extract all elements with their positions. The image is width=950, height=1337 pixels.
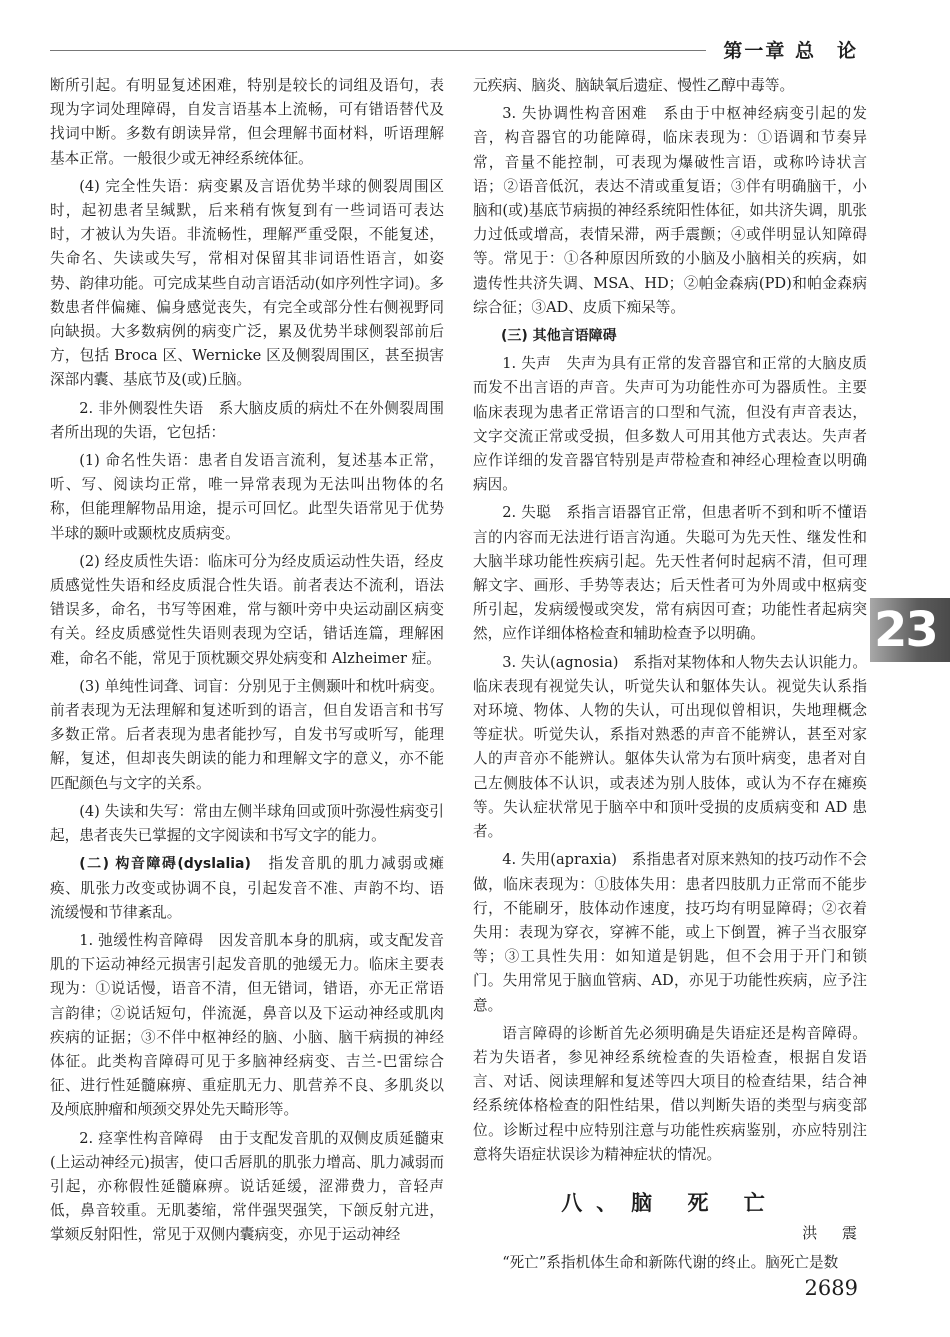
header-rule: [50, 50, 706, 51]
subsection-heading: (二) 构音障碍(dyslalia): [79, 856, 251, 873]
paragraph: 2. 失聪 系指言语器官正常，但患者听不到和听不懂语言的内容而无法进行语言沟通。失聪可为先天性、继发性和大脑半球功能性疾病引起。先天性者何时起病不清，但可理解文字、画形、手势等表达；后天性者可为外周或中枢病变所引起，发病缓慢或突发，常有病因可查；功能性者起病突然，应作详细体格检查和辅助检查予以明确。: [473, 504, 867, 643]
paragraph-text: 指发音肌的肌力减弱或瘫痪、肌张力改变或协调不良，引起发音不准、声韵不均、语流缓慢和节律紊乱。: [50, 855, 444, 921]
paragraph: (2) 经皮质性失语：临床可分为经皮质运动性失语，经皮质感觉性失语和经皮质混合性失语。前者表达不流利，语法错误多，命名，书写等困难，常与额叶旁中央运动副区病变有关。经皮质感觉性失语则表现为空话，错话连篇，理解困难，命名不能，常见于顶枕颞交界处病变和 Alzheimer 症。: [50, 552, 444, 667]
paragraph: 语言障碍的诊断首先必须明确是失语症还是构音障碍。若为失语者，参见神经系统检查的失语检查，根据自发语言、对话、阅读理解和复述等四大项目的检查结果，结合神经系统体格检查的阳性结果，借以判断失语的类型与病变部位。诊断过程中应特别注意与功能性疾病鉴别，亦应特别注意将失语症状误诊为精神症状的情况。: [473, 1024, 867, 1163]
paragraph: 4. 失用(apraxia) 系指患者对原来熟知的技巧动作不会做，临床表现为：①肢体失用：患者四肢肌力正常而不能步行，不能刷牙，肢体动作速度，技巧均有明显障碍；②衣着失用：表现为穿衣，穿裤不能，或上下倒置，裤子当衣服穿等；③工具性失用：如知道是钥匙，但不会用于开门和锁门。失用常见于脑血管病、AD，亦见于功能性疾病，应予注意。: [473, 851, 867, 1014]
paragraph: 1. 弛缓性构音障碍 因发音肌本身的肌病，或支配发音肌的下运动神经元损害引起发音肌的弛缓无力。临床主要表现为：①说话慢，语音不清，但无错词，错语，亦无正常语言韵律；②说话短句，伴流涎，鼻音以及下运动神经或肌肉疾病的证据；③不伴中枢神经的脑、小脑、脑干病损的神经体征。此类构音障碍可见于多脑神经病变、吉兰-巴雷综合征、进行性延髓麻痹、重症肌无力、肌营养不良、多肌炎以及颅底肿瘤和颅颈交界处先天畸形等。: [50, 931, 444, 1119]
left-column: [50, 74, 444, 1252]
chapter-header-title: 第一章 总 论: [723, 40, 858, 62]
chapter-tab: 23: [870, 598, 950, 662]
paragraph: (4) 完全性失语：病变累及言语优势半球的侧裂周围区时，起初患者呈缄默，后来稍有恢复到有一些词语可表达时，才被认为失语。非流畅性，理解严重受限，不能复述，失命名、失读或失写，常相对保留其非词语性语言，如姿势、韵律功能。可完成某些自动言语活动(如序列性字词)。多数患者伴偏瘫、偏身感觉丧失，有完全或部分性右侧视野同向缺损。大多数病例的病变广泛，累及优势半球侧裂部前后方，包括 Broca 区、Wernicke 区及侧裂周围区，甚至损害深部内囊、基底节及(或)丘脑。: [50, 177, 444, 389]
author-name: 洪 震: [802, 1224, 867, 1243]
paragraph: 断所引起。有明显复述困难，特别是较长的词组及语句，表现为字词处理障碍，自发言语基本上流畅，可有错语替代及找词中断。多数有朗读异常，但会理解书面材料，听语理解基本正常。一般很少或无神经系统体征。: [50, 77, 444, 167]
paragraph: “死亡”系指机体生命和新陈代谢的终止。脑死亡是数: [502, 1254, 839, 1272]
page-number: 2689: [804, 1276, 858, 1300]
paragraph: 元疾病、脑炎、脑缺氧后遗症、慢性乙醇中毒等。: [473, 77, 795, 94]
paragraph: 1. 失声 失声为具有正常的发音器官和正常的大脑皮质而发不出言语的声音。失声可为功能性亦可为器质性。主要临床表现为患者正常语言的口型和气流，但没有声音表达，文字交流正常或受损，但多数人可用其他方式表达。失声者应作详细的发音器官特别是声带检查和神经心理检查以明确病因。: [473, 355, 867, 494]
paragraph: [50, 852, 444, 925]
paragraph: (1) 命名性失语：患者自发语言流利，复述基本正常，听、写、阅读均正常，唯一异常表现为无法叫出物体的名称，但能理解物品用途，提示可回忆。此型失语常见于优势半球的颞叶或颞枕皮质病变。: [50, 452, 444, 542]
paragraph: 3. 失协调性构音困难 系由于中枢神经病变引起的发音，构音器官的功能障碍，临床表现为：①语调和节奏异常，音量不能控制，可表现为爆破性言语，或称吟诗状言语；②语音低沉，表达不清或重复语；③伴有明确脑干，小脑和(或)基底节病损的神经系统阳性体征，如共济失调，肌张力过低或增高，表情呆滞，两手震颤；④或伴明显认知障碍等。常见于：①各种原因所致的小脑及小脑相关的疾病，如遗传性共济失调、MSA、HD；②帕金森病(PD)和帕金森病综合征；③AD、皮质下痴呆等。: [473, 105, 867, 316]
paragraph: 2. 痉挛性构音障碍 由于支配发音肌的双侧皮质延髓束(上运动神经元)损害，使口舌唇肌的肌张力增高、肌力减弱而引起，亦称假性延髓麻痹。说话延缓，涩滞费力，音轻声低，鼻音较重。无肌萎缩，常伴强哭强笑，下颌反射亢进，掌颏反射阳性，常见于双侧内囊病变，亦见于运动神经: [50, 1129, 444, 1244]
subsection-heading: (三) 其他言语障碍: [501, 328, 617, 345]
right-column: [473, 74, 867, 1280]
paragraph: 3. 失认(agnosia) 系指对某物体和人物失去认识能力。临床表现有视觉失认，听觉失认和躯体失认。视觉失认系指对环境、物体、人物的失认，可出现似曾相识，失地理概念等症状。听觉失认，系指对熟悉的声音不能辨认，甚至对家人的声音亦不能辨认。躯体失认常为右顶叶病变，患者对自己左侧肢体不认识，或表述为别人肢体，或认为不存在瘫痪等。失认症状常见于脑卒中和顶叶受损的皮质病变和 AD 患者。: [473, 653, 867, 841]
paragraph: (4) 失读和失写：常由左侧半球角回或顶叶弥漫性病变引起，患者丧失已掌握的文字阅读和书写文字的能力。: [50, 802, 444, 845]
paragraph: 2. 非外侧裂性失语 系大脑皮质的病灶不在外侧裂周围者所出现的失语，它包括：: [50, 399, 444, 441]
section-title: 八、脑 死 亡: [561, 1189, 779, 1215]
paragraph: (3) 单纯性词聋、词盲：分别见于主侧颞叶和枕叶病变。前者表现为无法理解和复述听到的语言，但自发语言和书写多数正常。后者表现为患者能抄写，自发书写或听写，能理解，复述，但却丧失朗读的能力和理解文字的意义，亦不能匹配颜色与文字的关系。: [50, 677, 444, 792]
